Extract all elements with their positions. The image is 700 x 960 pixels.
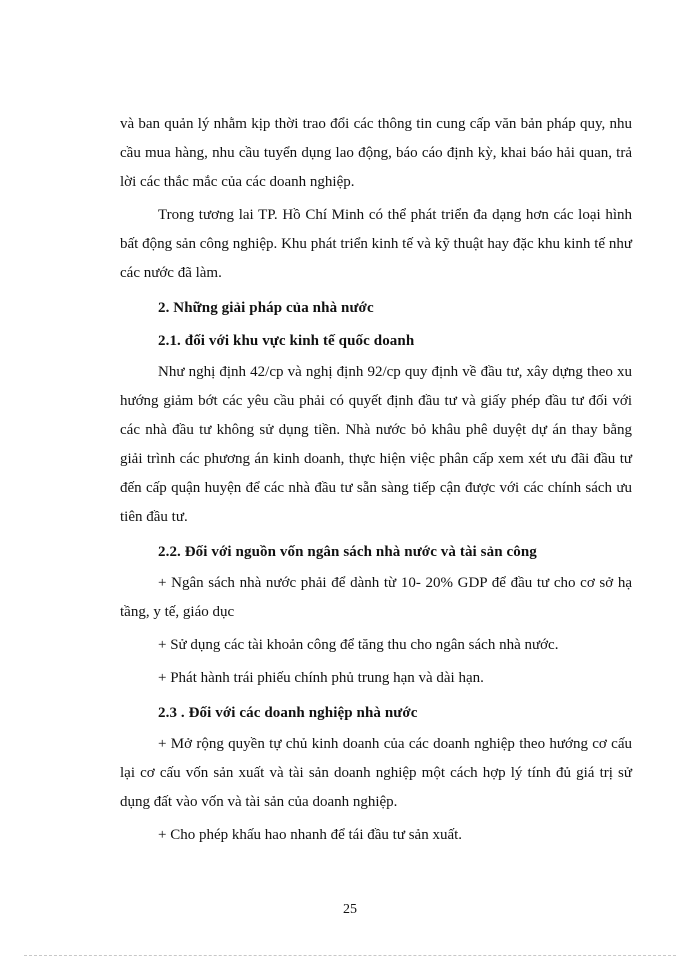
- paragraph-continuation: và ban quản lý nhằm kịp thời trao đổi các thông tin cung cấp văn bản pháp quy, nhu cầu mua hàng, nhu cầu tuyển dụng lao động, báo cáo định kỳ, khai báo hải quan, trả lời các thắc mắc của các doanh nghiệp.: [120, 116, 632, 190]
- bullet-depreciation: + Cho phép khấu hao nhanh để tái đầu tư sản xuất.: [158, 827, 463, 843]
- subsection-heading-2-1: 2.1. đối với khu vực kinh tế quốc doanh: [158, 333, 415, 349]
- bullet-state-budget: + Ngân sách nhà nước phải để dành từ 10- 20% GDP để đầu tư cho cơ sở hạ tầng, y tế, giáo dục: [120, 575, 632, 620]
- page-number: 25: [343, 902, 357, 917]
- paragraph-future-development: Trong tương lai TP. Hồ Chí Minh có thể phát triển đa dạng hơn các loại hình bất động sản công nghiệp. Khu phát triển kinh tế và kỹ thuật hay đặc khu kinh tế như các nước đã làm.: [120, 207, 632, 281]
- subsection-heading-2-2: 2.2. Đối với nguồn vốn ngân sách nhà nước và tài sản công: [158, 544, 537, 560]
- section-heading-state-solutions: 2. Những giải pháp của nhà nước: [158, 300, 374, 316]
- page-bottom-divider: [24, 955, 676, 956]
- paragraph-decree: Như nghị định 42/cp và nghị định 92/cp quy định về đầu tư, xây dựng theo xu hướng giảm bớt các yêu cầu phải có quyết định đầu tư và giấy phép đầu tư đối với các nhà đầu tư không sử dụng tiền. Nhà nước bỏ khâu phê duyệt dự án thay bằng giải trình các phương án kinh doanh, thực hiện việc phân cấp xem xét ưu đãi đầu tư đến cấp quận huyện để các nhà đầu tư sẵn sàng tiếp cận được với các chính sách ưu tiên đầu tư.: [120, 364, 632, 525]
- bullet-government-bonds: + Phát hành trái phiếu chính phủ trung hạn và dài hạn.: [158, 670, 484, 686]
- subsection-heading-2-3: 2.3 . Đối với các doanh nghiệp nhà nước: [158, 705, 418, 721]
- document-body: [120, 110, 632, 850]
- bullet-enterprise-autonomy: + Mở rộng quyền tự chủ kinh doanh của các doanh nghiệp theo hướng cơ cấu lại cơ cấu vốn sản xuất và tài sản doanh nghiệp một cách hợp lý tính đủ giá trị sử dụng đất vào vốn và tài sản của doanh nghiệp.: [120, 736, 632, 810]
- bullet-public-accounts: + Sử dụng các tài khoản công để tăng thu cho ngân sách nhà nước.: [158, 637, 559, 653]
